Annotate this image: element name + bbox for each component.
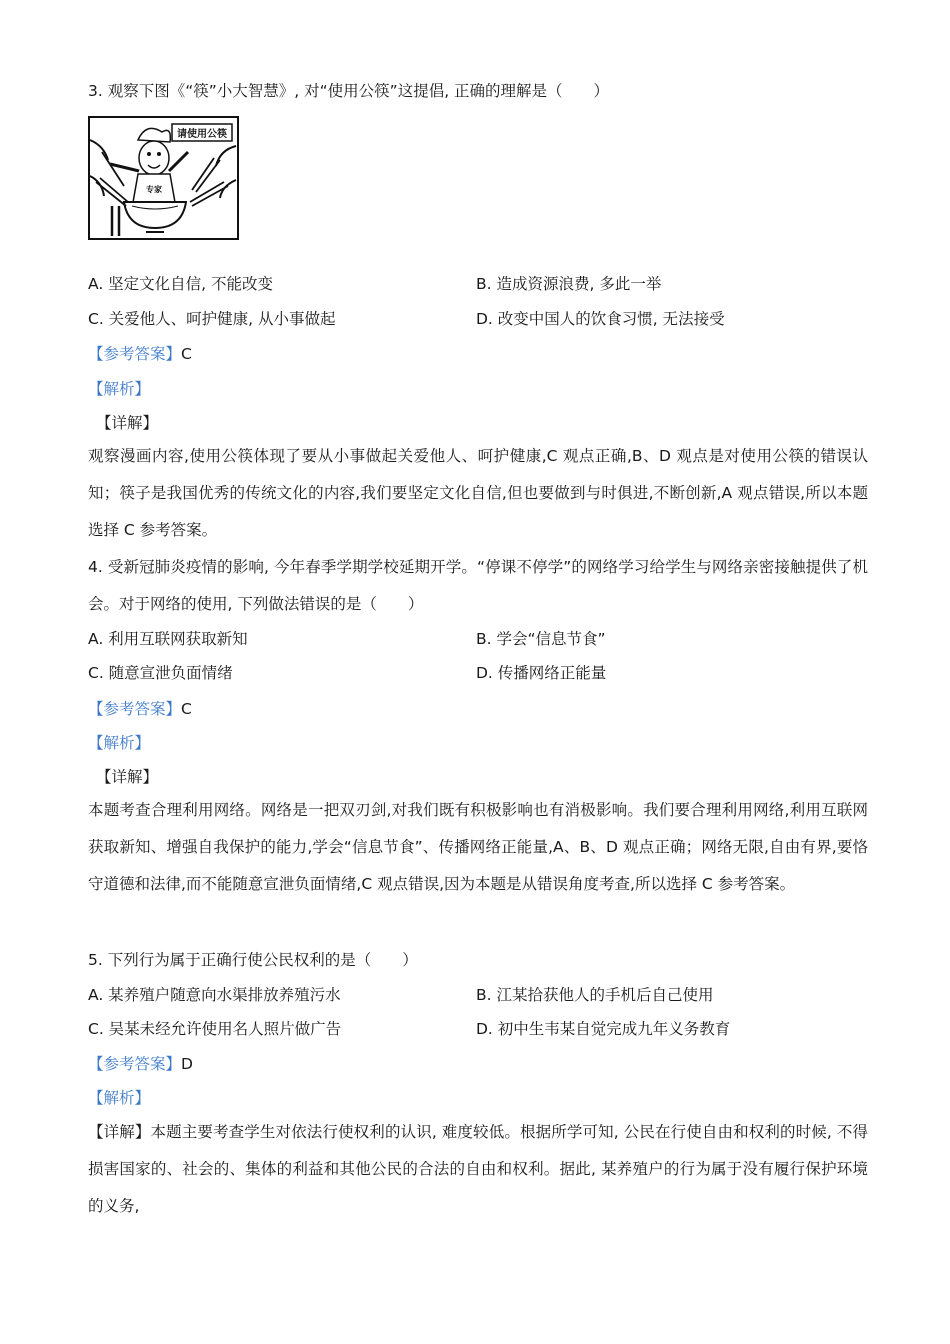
q3-stem: 3. 观察下图《“筷”小大智慧》, 对“使用公筷”这提倡, 正确的理解是（ ） — [88, 82, 610, 100]
q3-option-a: A. 坚定文化自信, 不能改变 — [88, 275, 274, 293]
q4-explanation: 本题考查合理利用网络。网络是一把双刃剑,对我们既有积极影响也有消极影响。我们要合理利用网络,利用互联网获取新知、增强自我保护的能力,学会“信息节食”、传播网络正能量,A、B、D 观点正确；网络无限,自由有界,要恪守道德和法律,而不能随意宣泄负面情绪,C 观点错误,因为本题是从错误角度考查,所以选择 C 参考答案。 — [88, 801, 868, 893]
q4-option-c: C. 随意宣泄负面情绪 — [88, 664, 233, 682]
q4-answer — [88, 698, 192, 720]
q5-option-b: B. 江某拾获他人的手机后自己使用 — [476, 986, 714, 1004]
q5-option-d: D. 初中生韦某自觉完成九年义务教育 — [476, 1020, 731, 1038]
q3-option-b: B. 造成资源浪费, 多此一举 — [476, 275, 662, 293]
q4-detail-label: 【详解】 — [96, 768, 159, 786]
q5-explanation: 本题主要考查学生对依法行使权利的认识, 难度较低。根据所学可知, 公民在行使自由和权利的时候, 不得损害国家的、社会的、集体的利益和其他公民的合法的自由和权利。据此, 某养殖户的行为属于没有履行保护环境的义务, — [88, 1123, 868, 1215]
q5-analysis-label: 【解析】 — [88, 1089, 151, 1107]
q5-answer — [88, 1053, 193, 1075]
q3-answer-label: 【参考答案】 — [88, 345, 182, 363]
q5-detail-label: 【详解】 — [88, 1123, 151, 1141]
q3-explanation: 观察漫画内容,使用公筷体现了要从小事做起关爱他人、呵护健康,C 观点正确,B、D 观点是对使用公筷的错误认知；筷子是我国优秀的传统文化的内容,我们要坚定文化自信,但也要做到与时俱进,不断创新,A 观点错误,所以本题选择 C 参考答案。 — [88, 447, 868, 539]
cartoon-sign-text: 请使用公筷 — [177, 129, 227, 140]
q3-analysis-label: 【解析】 — [88, 380, 151, 398]
q3-option-d: D. 改变中国人的饮食习惯, 无法接受 — [476, 310, 725, 328]
q3-answer — [88, 343, 192, 365]
q5-answer-label: 【参考答案】 — [88, 1055, 182, 1073]
q5-answer-value: D — [181, 1055, 193, 1073]
q4-analysis-label: 【解析】 — [88, 734, 151, 752]
q5-detail — [88, 1114, 868, 1225]
q3-cartoon — [88, 116, 239, 240]
q3-detail-label: 【详解】 — [96, 414, 159, 432]
cartoon-apron-text: 专家 — [146, 185, 162, 194]
q5-option-c: C. 吴某未经允许使用名人照片做广告 — [88, 1020, 342, 1038]
q4-option-a: A. 利用互联网获取新知 — [88, 630, 248, 648]
q4-option-b: B. 学会“信息节食” — [476, 630, 606, 648]
q4-stem: 4. 受新冠肺炎疫情的影响, 今年春季学期学校延期开学。“停课不停学”的网络学习给学生与网络亲密接触提供了机会。对于网络的使用, 下列做法错误的是（ ） — [88, 558, 868, 613]
q3-option-c: C. 关爱他人、呵护健康, 从小事做起 — [88, 310, 336, 328]
q4-option-d: D. 传播网络正能量 — [476, 664, 607, 682]
q3-answer-value: C — [181, 345, 192, 363]
q5-option-a: A. 某养殖户随意向水渠排放养殖污水 — [88, 986, 341, 1004]
q5-stem: 5. 下列行为属于正确行使公民权利的是（ ） — [88, 951, 418, 969]
q4-answer-label: 【参考答案】 — [88, 700, 182, 718]
q4-answer-value: C — [181, 700, 192, 718]
